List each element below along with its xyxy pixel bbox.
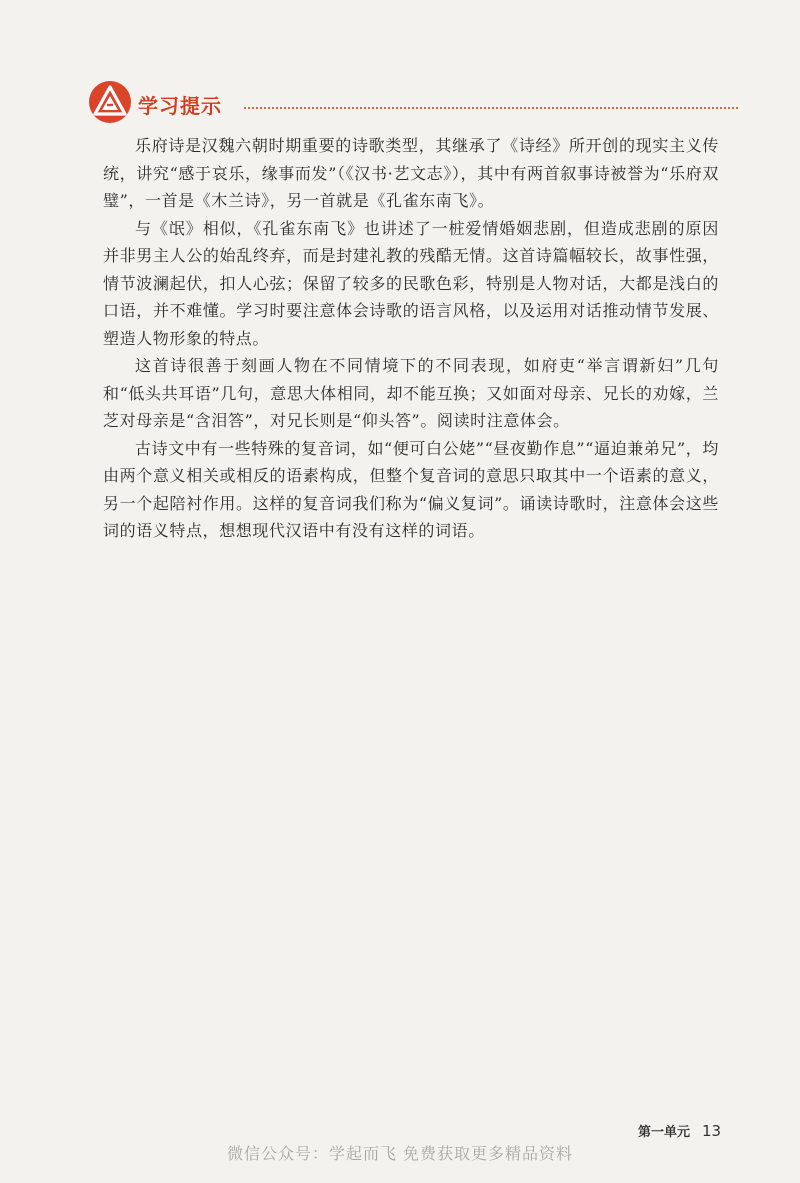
red-triangle-arrows-icon bbox=[88, 80, 132, 124]
dotted-divider bbox=[244, 107, 738, 109]
watermark: 微信公众号：学起而飞 免费获取更多精品资料 bbox=[226, 1144, 574, 1163]
unit-label: 第一单元 bbox=[638, 1125, 691, 1140]
section-title: 学习提示 bbox=[138, 94, 222, 118]
page-footer bbox=[638, 1121, 721, 1140]
paragraph: 古诗文中有一些特殊的复音词，如“便可白公姥”“昼夜勤作息”“逼迫兼弟兄”，均由两个意义相关或相反的语素构成，但整个复音词的意思只取其中一个语素的意义，另一个起陪衬作用。这样的复音词我们称为“偏义复词”。诵读诗歌时，注意体会这些词的语义特点，想想现代汉语中有没有这样的词语。 bbox=[103, 438, 719, 540]
section-header bbox=[88, 80, 738, 130]
body-text bbox=[103, 132, 719, 545]
paragraph: 乐府诗是汉魏六朝时期重要的诗歌类型，其继承了《诗经》所开创的现实主义传统，讲究“感于哀乐，缘事而发”（《汉书·艺文志》），其中有两首叙事诗被誉为“乐府双璧”，一首是《木兰诗》，另一首就是《孔雀东南飞》。 bbox=[103, 136, 719, 210]
page-number: 13 bbox=[702, 1122, 722, 1140]
paragraph: 与《氓》相似，《孔雀东南飞》也讲述了一桩爱情婚姻悲剧，但造成悲剧的原因并非男主人公的始乱终弃，而是封建礼教的残酷无情。这首诗篇幅较长，故事性强，情节波澜起伏，扣人心弦；保留了较多的民歌色彩，特别是人物对话，大都是浅白的口语，并不难懂。学习时要注意体会诗歌的语言风格，以及运用对话推动情节发展、塑造人物形象的特点。 bbox=[103, 218, 719, 348]
paragraph: 这首诗很善于刻画人物在不同情境下的不同表现，如府吏“举言谓新妇”几句和“低头共耳语”几句，意思大体相同，却不能互换；又如面对母亲、兄长的劝嫁，兰芝对母亲是“含泪答”，对兄长则是“仰头答”。阅读时注意体会。 bbox=[103, 356, 719, 430]
